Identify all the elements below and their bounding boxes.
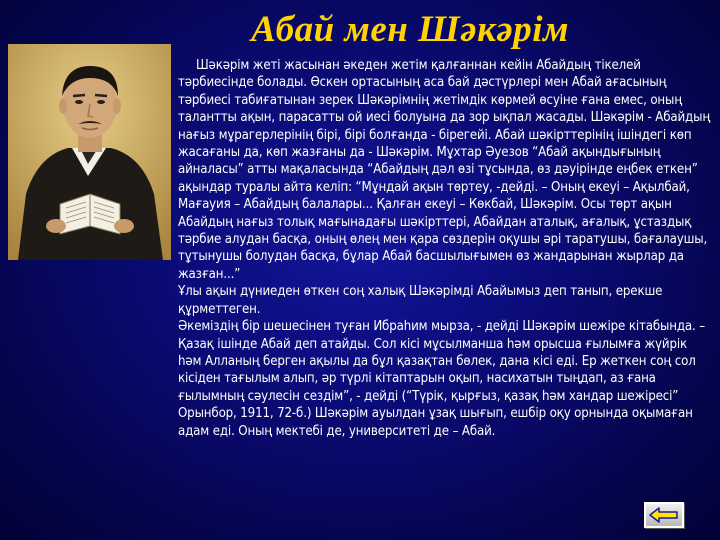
paragraph: Шәкәрім жеті жасынан әкеден жетім қалғаннан кейін Абайдың тікелей тәрбиесінде болады. Өскен ортасының аса бай дәстүрлері мен Абай ағасының тәрбиесі табиғатынан зерек Шәкәрімнің жетімдік көрмей өсуіне ғана емес, оның талантты ақын, парасатты ой иесі болуына да зор ықпал жасады. Шәкәрім - Абайдың нағыз мұрагерлерінің бірі, бірі болғанда - бірегейі. Абай шәкірттерінің ішіндегі көп жасағаны да, көп жазғаны да - Шәкәрім. Мұхтар Әуезов “Абай ақындығының айналасы” атты мақаласында “Абайдың дәл өзі тұсында, өз дәуірінде еңбек еткен” ақындар туралы айта келіп: “Мұндай ақын төртеу, -дейді. – Оның екеуі – Ақылбай, Мағауия – Абайдың балалары... Қалған екеуі – Көкбай, Шәкәрім. Осы төрт ақын Абайдың нағыз толық мағынадағы шәкірттері, Абайдан аталық, ағалық, ұстаздық тәрбие алудан басқа, оның өлең мен қара сөздерін оқушы әрі таратушы, бағалаушы, тұтынушы болудан басқа, бұлар Абай басшылығымен өз жандарынан жырлар да жазған...” bbox=[178, 58, 711, 282]
back-arrow-icon bbox=[648, 506, 680, 524]
body-text bbox=[178, 57, 710, 440]
slide-title: Абай мен Шәкәрім bbox=[251, 9, 569, 50]
paragraph: Ұлы ақын дүниеден өткен соң халық Шәкәрімді Абайымыз деп танып, ерекше құрметтеген. bbox=[178, 284, 663, 317]
portrait-illustration bbox=[8, 44, 171, 260]
paragraph: Әкеміздің бір шешесінен туған Ибраһим мырза, - дейді Шәкәрім шежіре кітабында. – Қазақ ішінде Абай деп атайды. Сол кісі мұсылманша һәм орысша ғылымға жүйрік һәм Алланың берген ақылы да бұл қазақтан бөлек, дана кісі еді. Ер жеткен соң сол кісіден тағылым алып, әр түрлі кітаптарын оқып, насихатын тыңдап, аз ғана ғылымның сәулесін сездім”, - дейді (“Түрік, қырғыз, қазақ һәм хандар шежіресі” Орынбор, 1911, 72-б.) Шәкәрім ауылдан ұзақ шығып, ешбір оқу орнында оқымаған адам еді. Оның мектебі де, университеті де – Абай. bbox=[178, 319, 706, 439]
back-button[interactable] bbox=[644, 502, 684, 528]
portrait-image bbox=[8, 44, 171, 260]
